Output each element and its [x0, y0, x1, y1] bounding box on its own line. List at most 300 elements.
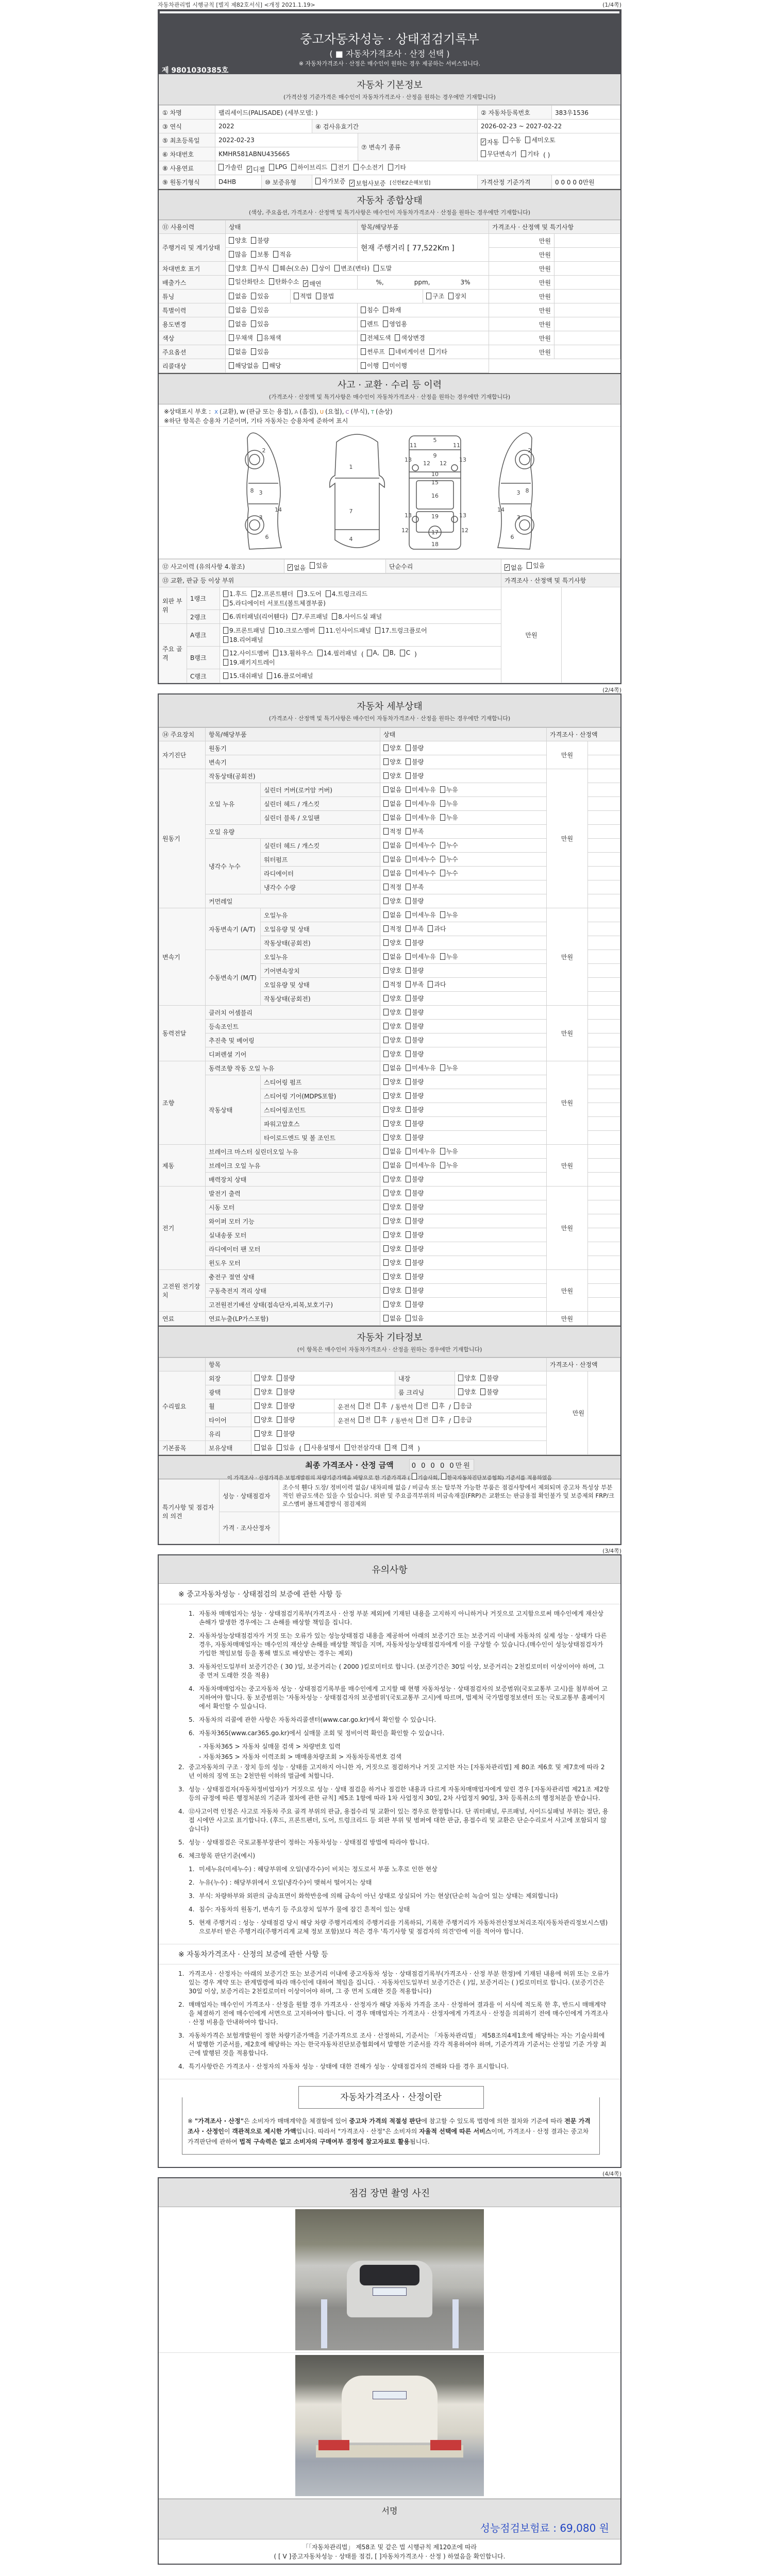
checkbox-option[interactable]: [361, 306, 379, 314]
checkbox-icon[interactable]: [294, 293, 299, 299]
checkbox-option[interactable]: [383, 771, 401, 780]
checkbox[interactable]: [412, 1473, 417, 1480]
checkbox-option[interactable]: [383, 361, 407, 370]
checkbox-icon[interactable]: [440, 1064, 445, 1071]
checkbox-option[interactable]: [383, 1036, 401, 1044]
checkbox-option[interactable]: [383, 1105, 401, 1114]
checkbox-option[interactable]: [406, 771, 424, 780]
checkbox-option[interactable]: [416, 1415, 429, 1424]
checkbox-icon[interactable]: [219, 164, 224, 171]
checkbox-icon[interactable]: [383, 320, 388, 327]
checkbox-icon[interactable]: [406, 1259, 411, 1266]
checkbox-option[interactable]: [505, 563, 523, 572]
checkbox-option[interactable]: [428, 924, 446, 933]
checkbox-option[interactable]: [383, 1216, 401, 1225]
checkbox-option[interactable]: [277, 1401, 295, 1410]
checkbox-icon[interactable]: [503, 137, 508, 143]
checkbox-icon[interactable]: [406, 1190, 411, 1196]
checkbox-option[interactable]: [317, 649, 357, 657]
checkbox-icon[interactable]: [401, 1444, 407, 1451]
checkbox-option[interactable]: [383, 1063, 401, 1072]
checkbox-icon[interactable]: [374, 265, 379, 272]
checkbox-icon[interactable]: [251, 320, 256, 327]
checkbox-icon[interactable]: [406, 842, 411, 849]
checkbox-icon[interactable]: [361, 362, 366, 369]
checkbox-icon[interactable]: [383, 1064, 389, 1071]
checkbox-icon[interactable]: [367, 650, 372, 656]
checkbox-option[interactable]: [359, 1401, 371, 1410]
checkbox-icon[interactable]: [406, 884, 411, 890]
checkbox-icon[interactable]: [406, 1078, 411, 1085]
checkbox-icon[interactable]: [406, 772, 411, 779]
checkbox-icon[interactable]: [406, 1050, 411, 1057]
checkbox-option[interactable]: [316, 292, 334, 300]
checkbox-icon[interactable]: [440, 911, 445, 918]
checkbox-option[interactable]: [406, 1314, 424, 1323]
checkbox-icon[interactable]: [383, 1078, 389, 1085]
checkbox-icon[interactable]: [361, 348, 366, 355]
checkbox-option[interactable]: [383, 799, 401, 808]
checkbox-option[interactable]: [383, 980, 401, 989]
checkbox-option[interactable]: [440, 910, 458, 919]
checkbox-option[interactable]: [383, 896, 401, 905]
checkbox-icon[interactable]: [395, 334, 400, 341]
checkbox-option[interactable]: [480, 1387, 498, 1396]
checkbox-option[interactable]: [383, 994, 401, 1003]
checkbox-option[interactable]: [375, 1401, 387, 1410]
checkbox-option[interactable]: [383, 966, 401, 975]
checkbox-icon[interactable]: [426, 293, 431, 299]
checkbox-icon[interactable]: [406, 1148, 411, 1155]
checkbox-icon[interactable]: [406, 1120, 411, 1127]
checkbox-option[interactable]: [406, 1105, 424, 1114]
checkbox-icon[interactable]: [257, 334, 262, 341]
checkbox-icon[interactable]: [229, 362, 234, 369]
checkbox-option[interactable]: [251, 306, 269, 314]
checkbox-option[interactable]: [273, 250, 291, 259]
checkbox-icon[interactable]: [440, 800, 445, 807]
checkbox-icon[interactable]: [454, 1416, 459, 1423]
checkbox-option[interactable]: [291, 163, 327, 172]
checked-box-icon[interactable]: ✓: [288, 564, 293, 570]
checked-box-icon[interactable]: ✓: [247, 166, 252, 172]
checkbox-icon[interactable]: [383, 814, 389, 821]
checkbox-icon[interactable]: [315, 178, 321, 184]
checkbox-icon[interactable]: [375, 627, 380, 634]
checkbox-option[interactable]: [251, 589, 293, 598]
checkbox-icon[interactable]: [406, 995, 411, 1002]
checkbox-option[interactable]: [406, 938, 424, 947]
checkbox-option[interactable]: [406, 952, 435, 961]
checkbox-icon[interactable]: [458, 1388, 463, 1395]
checkbox-option[interactable]: [312, 264, 330, 273]
checkbox-option[interactable]: [406, 785, 435, 794]
checkbox-option[interactable]: [406, 757, 424, 766]
checkbox-option[interactable]: [383, 813, 401, 822]
checkbox-option[interactable]: [383, 1049, 401, 1058]
checkbox-icon[interactable]: [255, 1430, 260, 1437]
checkbox-icon[interactable]: [269, 278, 274, 285]
checkbox-icon[interactable]: [277, 1430, 282, 1437]
checkbox-option[interactable]: [267, 671, 313, 680]
checkbox-icon[interactable]: [269, 164, 274, 171]
checkbox-option[interactable]: [361, 361, 379, 370]
checkbox-option[interactable]: [374, 264, 392, 273]
checkbox-icon[interactable]: [383, 1148, 389, 1155]
checkbox-icon[interactable]: [251, 348, 256, 355]
checkbox-option[interactable]: [440, 1161, 458, 1170]
checkbox-option[interactable]: [383, 1147, 401, 1156]
checkbox-icon[interactable]: [255, 1402, 260, 1409]
checkbox-option[interactable]: [406, 1147, 435, 1156]
checkbox-option[interactable]: [255, 1415, 273, 1424]
checkbox-option[interactable]: [297, 589, 322, 598]
checkbox-icon[interactable]: [406, 939, 411, 946]
checkbox-option[interactable]: [503, 135, 521, 144]
checkbox-option[interactable]: [383, 1300, 401, 1309]
checkbox-icon[interactable]: [267, 672, 272, 679]
checkbox-icon[interactable]: [406, 1037, 411, 1043]
checkbox-icon[interactable]: [440, 856, 445, 862]
checkbox-option[interactable]: [406, 1022, 424, 1030]
checkbox-icon[interactable]: [406, 758, 411, 765]
checkbox-icon[interactable]: [416, 1402, 422, 1409]
checkbox-icon[interactable]: [440, 786, 445, 793]
checkbox-icon[interactable]: [406, 1231, 411, 1238]
checkbox-icon[interactable]: [229, 334, 234, 341]
checkbox-option[interactable]: [383, 910, 401, 919]
checkbox-icon[interactable]: [448, 293, 453, 299]
checkbox-icon[interactable]: [312, 265, 317, 272]
checkbox-icon[interactable]: [383, 1023, 389, 1029]
checkbox-icon[interactable]: [305, 1444, 310, 1451]
checkbox-option[interactable]: [269, 163, 287, 171]
checkbox-icon[interactable]: [269, 627, 274, 634]
checkbox-icon[interactable]: [406, 1009, 411, 1015]
checkbox-icon[interactable]: [383, 1204, 389, 1210]
checkbox-option[interactable]: [406, 813, 435, 822]
checkbox-option[interactable]: [361, 333, 391, 342]
checkbox-option[interactable]: [521, 149, 539, 158]
checkbox-icon[interactable]: [454, 1402, 459, 1409]
checkbox-option[interactable]: [383, 1161, 401, 1170]
checked-box-icon[interactable]: ✓: [481, 139, 486, 145]
checkbox-icon[interactable]: [383, 1037, 389, 1043]
checkbox-option[interactable]: [223, 599, 326, 607]
checkbox-option[interactable]: [406, 869, 435, 877]
checkbox-icon[interactable]: [429, 348, 434, 355]
checkbox-icon[interactable]: [406, 1217, 411, 1224]
checkbox-option[interactable]: [255, 1374, 273, 1382]
checkbox-icon[interactable]: [255, 1388, 260, 1395]
checkbox-option[interactable]: [406, 1175, 424, 1183]
checkbox-icon[interactable]: [440, 953, 445, 960]
checkbox-option[interactable]: [383, 1022, 401, 1030]
checkbox-icon[interactable]: [251, 265, 256, 272]
checkbox-option[interactable]: [383, 924, 401, 933]
checkbox-icon[interactable]: [359, 1416, 364, 1423]
checkbox-option[interactable]: [383, 1008, 401, 1016]
checkbox-option[interactable]: [440, 785, 458, 794]
checkbox-icon[interactable]: [406, 800, 411, 807]
checkbox-icon[interactable]: [406, 1023, 411, 1029]
checkbox-option[interactable]: [406, 1272, 424, 1281]
checkbox-option[interactable]: [277, 1374, 295, 1382]
checkbox-option[interactable]: [388, 163, 406, 172]
checkbox-option[interactable]: [406, 980, 424, 989]
checkbox-icon[interactable]: [383, 1259, 389, 1266]
checkbox-option[interactable]: [480, 1374, 498, 1382]
checkbox-option[interactable]: [426, 292, 444, 300]
checkbox-option[interactable]: [440, 799, 458, 808]
checkbox-option[interactable]: [383, 1175, 401, 1183]
checkbox-option[interactable]: [406, 855, 435, 863]
checkbox-option[interactable]: [440, 1063, 458, 1072]
checkbox-option[interactable]: [277, 1443, 295, 1452]
checkbox-icon[interactable]: [406, 1106, 411, 1113]
checkbox-option[interactable]: [383, 869, 401, 877]
checkbox-option[interactable]: [406, 799, 435, 808]
checkbox-icon[interactable]: [229, 307, 234, 313]
checkbox-icon[interactable]: [406, 1315, 411, 1321]
checkbox-icon[interactable]: [251, 237, 256, 244]
checkbox-option[interactable]: [263, 361, 281, 370]
checkbox-option[interactable]: [332, 612, 382, 621]
checkbox-icon[interactable]: [297, 590, 303, 597]
checkbox-icon[interactable]: [428, 925, 433, 932]
checkbox-option[interactable]: [395, 333, 425, 342]
checkbox-icon[interactable]: [383, 772, 389, 779]
checkbox-option[interactable]: [406, 841, 435, 850]
checkbox-icon[interactable]: [428, 981, 433, 988]
checkbox-icon[interactable]: [406, 925, 411, 932]
checkbox-option[interactable]: [255, 1443, 273, 1452]
checkbox-icon[interactable]: [383, 967, 389, 974]
checkbox-icon[interactable]: [406, 1204, 411, 1210]
checkbox-option[interactable]: [383, 1202, 401, 1211]
checkbox-icon[interactable]: [383, 1190, 389, 1196]
checkbox-option[interactable]: [454, 1415, 472, 1424]
checkbox-option[interactable]: [345, 1443, 381, 1452]
checkbox-icon[interactable]: [375, 1402, 380, 1409]
checkbox-option[interactable]: [406, 1202, 424, 1211]
checkbox-icon[interactable]: [255, 1375, 260, 1381]
checkbox-option[interactable]: [361, 319, 379, 328]
checkbox[interactable]: [441, 1473, 446, 1480]
checkbox-option[interactable]: [428, 980, 446, 989]
checkbox-icon[interactable]: [480, 1375, 485, 1381]
checkbox-option[interactable]: [383, 1189, 401, 1197]
checkbox-icon[interactable]: [383, 1301, 389, 1308]
checkbox-icon[interactable]: [383, 911, 389, 918]
checkbox-icon[interactable]: [223, 613, 228, 620]
checkbox-icon[interactable]: [223, 650, 228, 656]
checkbox-option[interactable]: [440, 1147, 458, 1156]
checkbox-option[interactable]: [273, 264, 308, 273]
checkbox-icon[interactable]: [332, 613, 337, 620]
checkbox-icon[interactable]: [406, 1162, 411, 1168]
checkbox-option[interactable]: [229, 277, 265, 286]
checkbox-option[interactable]: [229, 333, 253, 342]
checkbox-option[interactable]: [406, 1300, 424, 1309]
checkbox-icon[interactable]: [359, 1402, 364, 1409]
checkbox-icon[interactable]: [223, 600, 228, 606]
checkbox-option[interactable]: [383, 649, 396, 656]
checkbox-option[interactable]: [432, 1415, 445, 1424]
checkbox-option[interactable]: [440, 952, 458, 961]
checkbox-option[interactable]: [383, 1314, 401, 1323]
checkbox-option[interactable]: [383, 827, 401, 836]
checkbox-icon[interactable]: [277, 1402, 282, 1409]
checkbox-option[interactable]: [406, 1230, 424, 1239]
checkbox-icon[interactable]: [383, 1217, 389, 1224]
checkbox-icon[interactable]: [229, 278, 234, 285]
checkbox-option[interactable]: [383, 1077, 401, 1086]
checkbox-icon[interactable]: [229, 265, 234, 272]
checkbox-icon[interactable]: [375, 1416, 380, 1423]
checkbox-icon[interactable]: [383, 800, 389, 807]
checkbox-option[interactable]: [406, 1077, 424, 1086]
checkbox-option[interactable]: [219, 163, 243, 172]
checkbox-icon[interactable]: [277, 1375, 282, 1381]
checkbox-icon[interactable]: [229, 320, 234, 327]
checkbox-option[interactable]: [375, 626, 427, 635]
checkbox-icon[interactable]: [223, 627, 228, 634]
checkbox-icon[interactable]: [229, 293, 234, 299]
checkbox-icon[interactable]: [263, 362, 268, 369]
checkbox-icon[interactable]: [383, 1092, 389, 1099]
checkbox-option[interactable]: [251, 347, 269, 356]
checkbox-icon[interactable]: [255, 1444, 260, 1451]
checkbox-option[interactable]: [223, 626, 265, 635]
checkbox-option[interactable]: [383, 757, 401, 766]
checkbox-icon[interactable]: [406, 981, 411, 988]
checkbox-option[interactable]: [416, 1401, 429, 1410]
checkbox-option[interactable]: [326, 589, 367, 598]
checkbox-icon[interactable]: [383, 1050, 389, 1057]
checkbox-option[interactable]: [251, 250, 269, 259]
checkbox-icon[interactable]: [223, 659, 228, 666]
checkbox-icon[interactable]: [251, 307, 256, 313]
checkbox-icon[interactable]: [326, 590, 331, 597]
checkbox-option[interactable]: [294, 292, 312, 300]
checkbox-option[interactable]: [319, 626, 371, 635]
checkbox-icon[interactable]: [406, 828, 411, 835]
checkbox-option[interactable]: [406, 896, 424, 905]
checkbox-option[interactable]: [273, 649, 313, 657]
checkbox-icon[interactable]: [277, 1416, 282, 1423]
checkbox-icon[interactable]: [229, 237, 234, 244]
checkbox-icon[interactable]: [432, 1402, 438, 1409]
checkbox-icon[interactable]: [383, 1287, 389, 1294]
checkbox-option[interactable]: [251, 236, 269, 245]
checkbox-option[interactable]: [383, 1244, 401, 1253]
checked-box-icon[interactable]: ✓: [350, 180, 355, 186]
checkbox-icon[interactable]: [383, 925, 389, 932]
checkbox-option[interactable]: [383, 1258, 401, 1267]
checkbox-icon[interactable]: [406, 856, 411, 862]
checkbox-option[interactable]: [406, 966, 424, 975]
checkbox-option[interactable]: [406, 910, 435, 919]
checkbox-icon[interactable]: [292, 613, 297, 620]
checkbox-option[interactable]: [229, 306, 247, 314]
checkbox-option[interactable]: [223, 612, 288, 621]
checkbox-option[interactable]: [359, 1415, 371, 1424]
checkbox-icon[interactable]: [383, 1162, 389, 1168]
checkbox-option[interactable]: [375, 1415, 387, 1424]
checkbox-option[interactable]: [406, 883, 424, 891]
checkbox-icon[interactable]: [521, 150, 526, 157]
checkbox-option[interactable]: [223, 635, 263, 644]
checkbox-icon[interactable]: [361, 320, 366, 327]
checkbox-icon[interactable]: [383, 362, 388, 369]
checkbox-option[interactable]: [383, 785, 401, 794]
checkbox-option[interactable]: [406, 743, 424, 752]
checkbox-option[interactable]: [223, 649, 269, 657]
checkbox-option[interactable]: [383, 841, 401, 850]
checkbox-icon[interactable]: [383, 1106, 389, 1113]
checkbox-icon[interactable]: [383, 1176, 389, 1182]
checkbox-option[interactable]: [440, 841, 458, 850]
checkbox-option[interactable]: [277, 1387, 295, 1396]
checkbox-option[interactable]: [383, 1272, 401, 1281]
checkbox-option[interactable]: [251, 319, 269, 328]
checkbox-option[interactable]: [429, 347, 447, 356]
checkbox-icon[interactable]: [383, 1134, 389, 1141]
checkbox-option[interactable]: [481, 149, 517, 158]
checkbox-icon[interactable]: [317, 650, 323, 656]
checkbox-option[interactable]: [288, 563, 306, 572]
checkbox-icon[interactable]: [406, 1273, 411, 1280]
checkbox-option[interactable]: [383, 1119, 401, 1128]
checkbox-option[interactable]: [406, 1091, 424, 1100]
checkbox-icon[interactable]: [406, 1301, 411, 1308]
checkbox-icon[interactable]: [383, 828, 389, 835]
checkbox-icon[interactable]: [525, 137, 530, 143]
checkbox-option[interactable]: [223, 658, 275, 667]
checkbox-option[interactable]: [383, 1230, 401, 1239]
checkbox-option[interactable]: [277, 1429, 295, 1438]
checkbox-option[interactable]: [385, 1443, 397, 1452]
checkbox-icon[interactable]: [383, 842, 389, 849]
checkbox-option[interactable]: [383, 952, 401, 961]
checkbox-option[interactable]: [406, 1133, 424, 1142]
checkbox-option[interactable]: [406, 1216, 424, 1225]
checkbox-option[interactable]: [440, 813, 458, 822]
checkbox-icon[interactable]: [361, 307, 366, 313]
checkbox-option[interactable]: [383, 1286, 401, 1295]
checkbox-icon[interactable]: [291, 164, 296, 171]
checkbox-option[interactable]: [255, 1387, 273, 1396]
checkbox-icon[interactable]: [277, 1388, 282, 1395]
checkbox-icon[interactable]: [229, 251, 234, 258]
checkbox-option[interactable]: [305, 1443, 341, 1452]
checkbox-icon[interactable]: [406, 1064, 411, 1071]
checkbox-icon[interactable]: [383, 1009, 389, 1015]
checkbox-icon[interactable]: [273, 265, 278, 272]
checkbox-icon[interactable]: [389, 348, 394, 355]
checkbox-option[interactable]: [334, 264, 369, 273]
checkbox-icon[interactable]: [273, 251, 278, 258]
checkbox-icon[interactable]: [251, 251, 256, 258]
checkbox-icon[interactable]: [406, 1245, 411, 1252]
checkbox-option[interactable]: [247, 165, 265, 174]
checkbox-icon[interactable]: [406, 953, 411, 960]
checkbox-option[interactable]: [406, 1161, 435, 1170]
checkbox-icon[interactable]: [406, 1176, 411, 1182]
checkbox-icon[interactable]: [406, 1287, 411, 1294]
checkbox-option[interactable]: [361, 347, 385, 356]
